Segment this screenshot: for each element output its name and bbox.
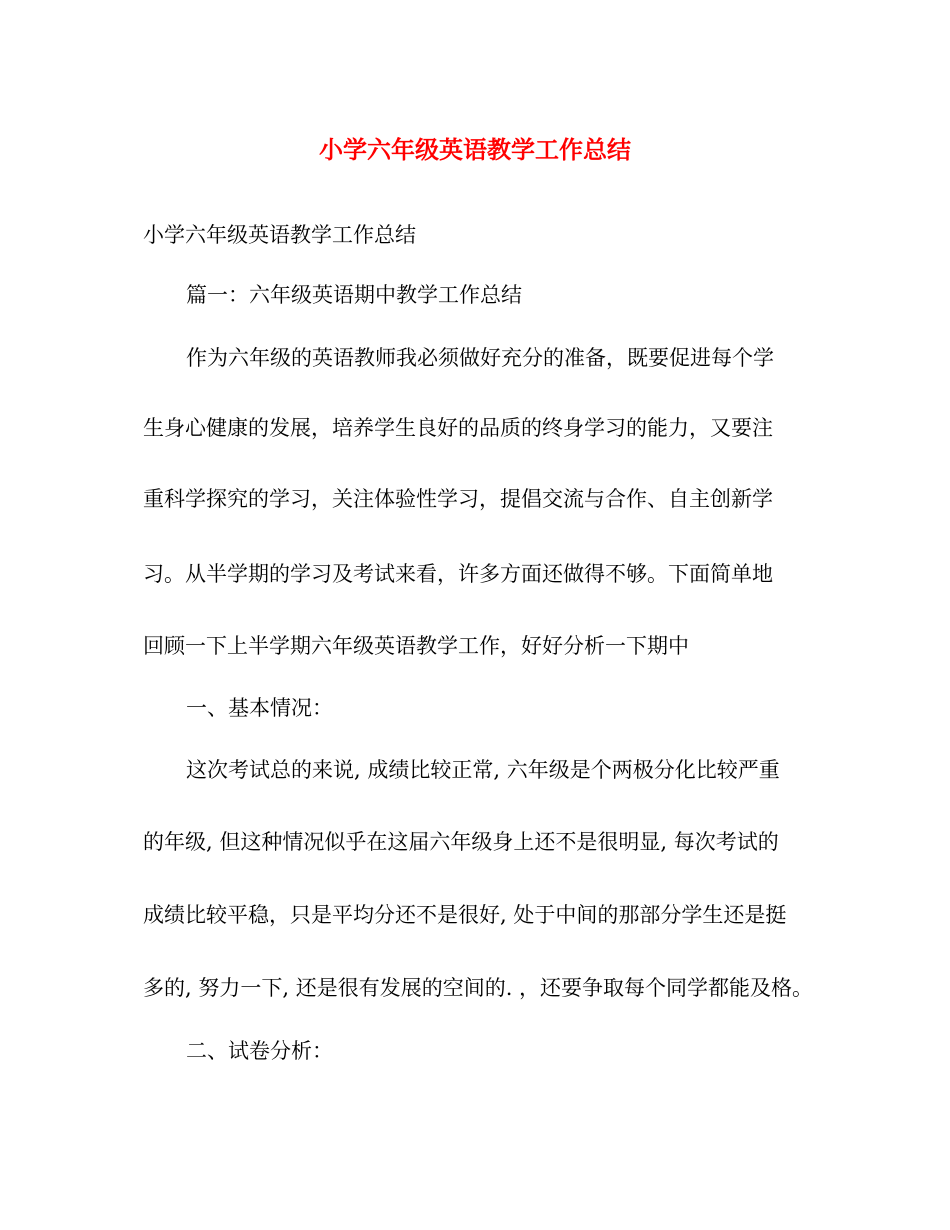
section-heading-basic: 一、基本情况： bbox=[186, 696, 333, 720]
subtitle-line: 小学六年级英语教学工作总结 bbox=[143, 223, 416, 247]
paragraph-line: 回顾一下上半学期六年级英语教学工作，好好分析一下期中 bbox=[143, 634, 689, 658]
paragraph-line: 的年级, 但这种情况似乎在这届六年级身上还不是很明显, 每次考试的 bbox=[143, 830, 779, 854]
paragraph-line: 重科学探究的学习，关注体验性学习，提倡交流与合作、自主创新学 bbox=[143, 487, 773, 511]
paragraph-line: 习。从半学期的学习及考试来看，许多方面还做得不够。下面简单地 bbox=[143, 562, 773, 586]
paragraph-line: 成绩比较平稳，只是平均分还不是很好, 处于中间的那部分学生还是挺 bbox=[143, 903, 787, 927]
paragraph-line: 这次考试总的来说, 成绩比较正常, 六年级是个两极分化比较严重 bbox=[186, 758, 780, 782]
paragraph-line: 作为六年级的英语教师我必须做好充分的准备，既要促进每个学 bbox=[186, 346, 774, 370]
section-heading-1: 篇一：六年级英语期中教学工作总结 bbox=[186, 283, 522, 307]
section-heading-analysis: 二、试卷分析： bbox=[186, 1039, 333, 1063]
paragraph-line: 多的, 努力一下, 还是很有发展的空间的. ，还要争取每个同学都能及格。 bbox=[143, 976, 814, 1000]
paragraph-line: 生身心健康的发展，培养学生良好的品质的终身学习的能力，又要注 bbox=[143, 416, 773, 440]
document-title: 小学六年级英语教学工作总结 bbox=[319, 135, 631, 164]
